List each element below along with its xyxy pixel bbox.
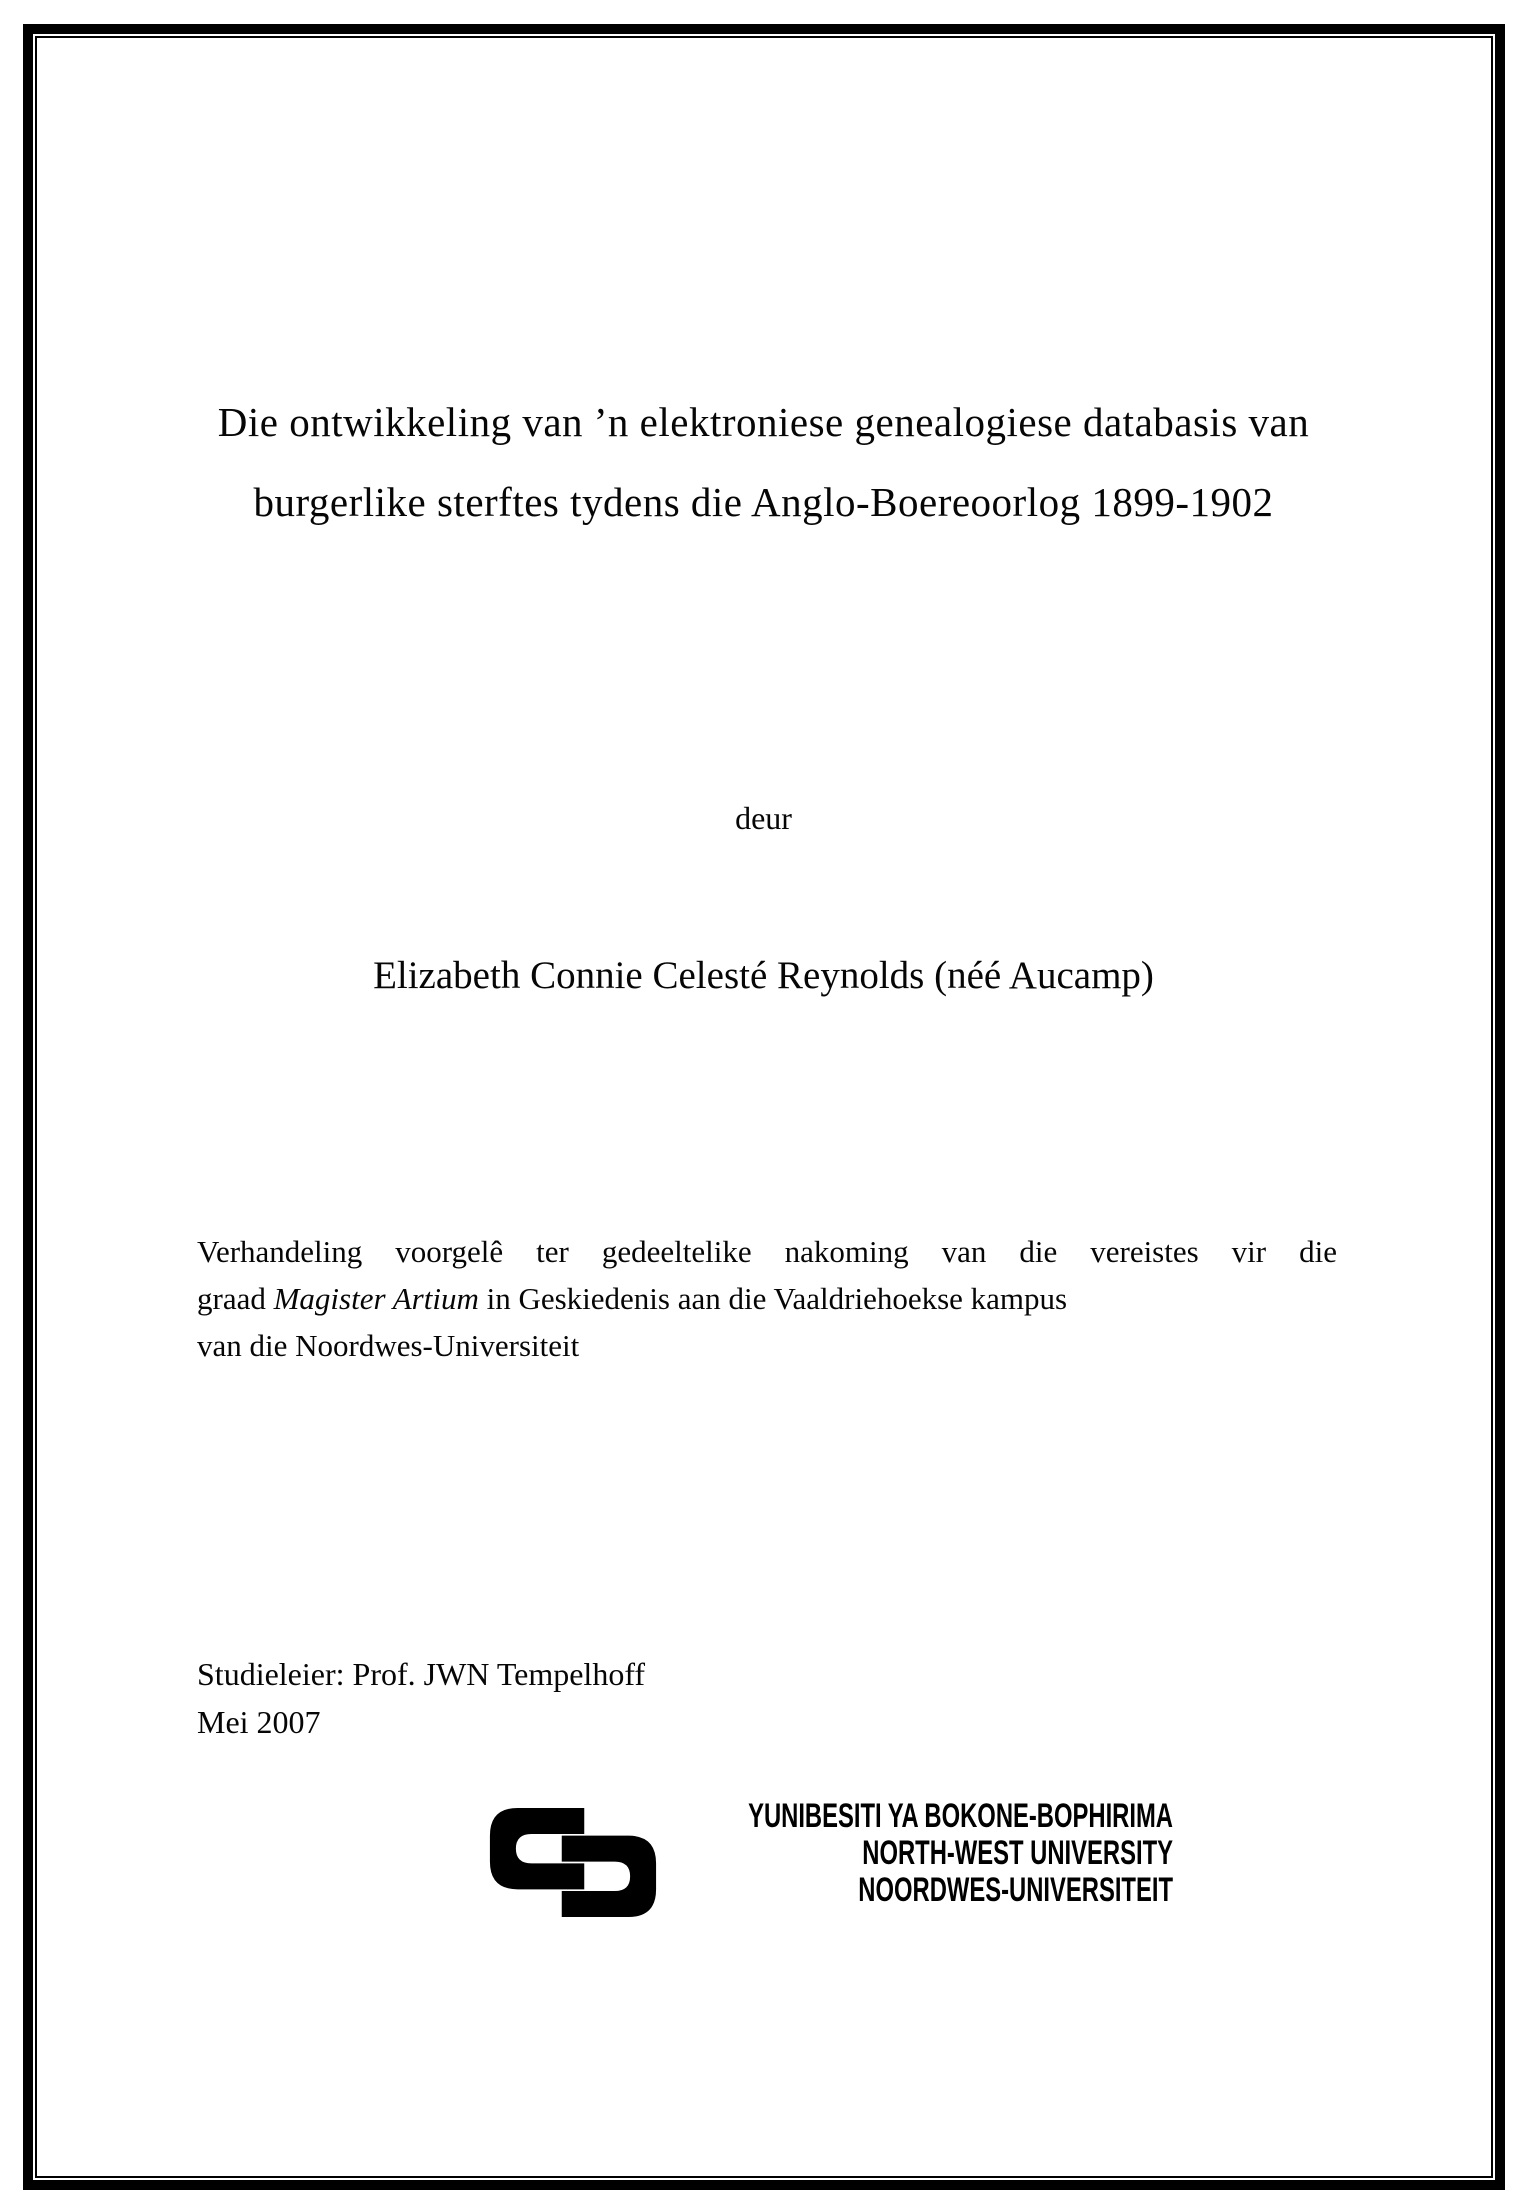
logo-line-afrikaans: NOORDWES-UNIVERSITEIT: [858, 1871, 1173, 1909]
logo-line-english: NORTH-WEST UNIVERSITY: [862, 1834, 1173, 1872]
logo-line-setswana: YUNIBESITI YA BOKONE-BOPHIRIMA: [748, 1797, 1173, 1835]
degree-statement-line-1: Verhandeling voorgelê ter gedeeltelike nakoming van die vereistes vir die: [197, 1234, 1337, 1269]
degree-statement-line-2: [197, 1275, 1337, 1322]
degree-statement-line-2-post: in Geskiedenis aan die Vaaldriehoekse kampus: [478, 1281, 1068, 1316]
date-line: Mei 2007: [197, 1704, 321, 1740]
degree-statement-line-3: van die Noordwes-Universiteit: [197, 1328, 580, 1363]
degree-statement-line-2-pre: graad: [197, 1281, 274, 1316]
degree-statement: [197, 1228, 1337, 1369]
supervisor-block: [197, 1650, 645, 1746]
nwu-interlocking-links-icon: [483, 1801, 663, 1924]
author-name: Elizabeth Connie Celesté Reynolds (néé Aucamp): [373, 954, 1154, 997]
thesis-title-line-1: Die ontwikkeling van ’n elektroniese genealogiese databasis van: [217, 399, 1310, 445]
university-logo: [483, 1797, 1173, 1958]
byline-deur: deur: [735, 800, 792, 836]
thesis-title-line-2: burgerlike sterftes tydens die Anglo-Boereoorlog 1899-1902: [253, 479, 1274, 525]
supervisor-line: Studieleier: Prof. JWN Tempelhoff: [197, 1656, 646, 1692]
thesis-title: [90, 382, 1437, 542]
university-logo-text: [683, 1798, 1173, 1909]
degree-name-italic: Magister Artium: [273, 1281, 479, 1316]
